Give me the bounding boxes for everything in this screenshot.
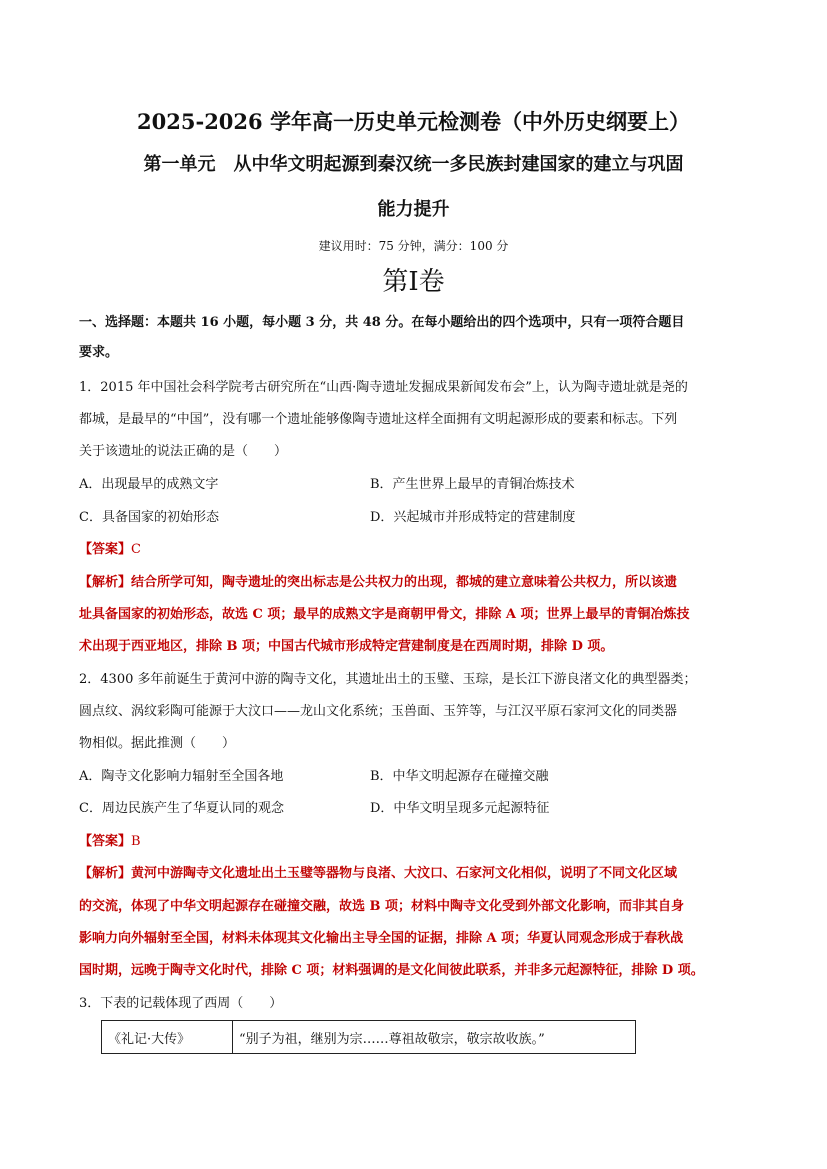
q1-option-b: B．产生世界上最早的青铜冶炼技术 bbox=[370, 477, 575, 492]
analysis-label: 【解析】 bbox=[79, 575, 132, 590]
exam-title: 2025-2026 学年高一历史单元检测卷（中外历史纲要上） bbox=[137, 109, 690, 134]
q1-stem-line: 都城，是最早的“中国”，没有哪一个遗址能够像陶寺遗址这样全面拥有文明起源形成的要素和标志。下列 bbox=[79, 412, 678, 427]
volume-title: 第I卷 bbox=[382, 267, 445, 297]
table-cell-source: 《礼记·大传》 bbox=[102, 1021, 233, 1054]
q2-stem-line: 物相似。据此推测（ ） bbox=[79, 736, 236, 751]
analysis-text: 结合所学可知，陶寺遗址的突出标志是公共权力的出现，都城的建立意味着公共权力，所以该遗 bbox=[131, 575, 678, 590]
answer-value: B bbox=[131, 834, 141, 849]
answer-value: C bbox=[131, 542, 141, 557]
q2-option-c: C．周边民族产生了华夏认同的观念 bbox=[79, 801, 284, 816]
q1-analysis-line bbox=[79, 573, 759, 593]
q2-option-a: A．陶寺文化影响力辐射至全国各地 bbox=[79, 769, 284, 784]
analysis-text: 黄河中游陶寺文化遗址出土玉璧等器物与良渚、大汶口、石家河文化相似，说明了不同文化区域 bbox=[131, 866, 678, 881]
q2-analysis-line: 的交流，体现了中华文明起源存在碰撞交融，故选 B 项；材料中陶寺文化受到外部文化影响，而非其自身 bbox=[79, 899, 685, 914]
q1-stem-line: 1．2015 年中国社会科学院考古研究所在“山西·陶寺遗址发掘成果新闻发布会”上，认为陶寺遗址就是尧的 bbox=[79, 380, 688, 395]
analysis-label: 【解析】 bbox=[79, 866, 132, 881]
q2-analysis-line bbox=[79, 864, 759, 884]
q3-table bbox=[101, 1020, 636, 1054]
q2-answer bbox=[79, 832, 759, 852]
level-title: 能力提升 bbox=[377, 199, 450, 220]
answer-label: 【答案】 bbox=[79, 542, 132, 557]
section-heading-cont: 要求。 bbox=[79, 345, 119, 360]
q1-answer bbox=[79, 540, 759, 560]
q1-analysis-line: 址具备国家的初始形态，故选 C 项；最早的成熟文字是商朝甲骨文，排除 A 项；世界上最早的青铜冶炼技 bbox=[79, 607, 690, 622]
table-cell-quote: “别子为祖，继别为宗……尊祖故敬宗，敬宗故收族。” bbox=[233, 1021, 636, 1054]
q2-analysis-line: 国时期，远晚于陶寺文化时代，排除 C 项；材料强调的是文化间彼此联系，并非多元起源特征，排除 D 项。 bbox=[79, 963, 704, 978]
answer-label: 【答案】 bbox=[79, 834, 132, 849]
table-row bbox=[102, 1021, 636, 1054]
q1-option-d: D．兴起城市并形成特定的营建制度 bbox=[370, 510, 576, 525]
time-note: 建议用时：75 分钟，满分：100 分 bbox=[318, 239, 509, 253]
q1-option-a: A．出现最早的成熟文字 bbox=[79, 477, 219, 492]
q2-option-b: B．中华文明起源存在碰撞交融 bbox=[370, 769, 549, 784]
q1-analysis-line: 术出现于西亚地区，排除 B 项；中国古代城市形成特定营建制度是在西周时期，排除 D 项。 bbox=[79, 639, 614, 654]
q2-stem-line: 圆点纹、涡纹彩陶可能源于大汶口——龙山文化系统；玉兽面、玉笄等，与江汉平原石家河文化的同类器 bbox=[79, 704, 678, 719]
q2-stem-line: 2．4300 多年前诞生于黄河中游的陶寺文化，其遗址出土的玉璧、玉琮，是长江下游良渚文化的典型器类； bbox=[79, 672, 697, 687]
q3-stem: 3．下表的记载体现了西周（ ） bbox=[79, 996, 283, 1011]
q2-option-d: D．中华文明呈现多元起源特征 bbox=[370, 801, 550, 816]
q1-option-c: C．具备国家的初始形态 bbox=[79, 510, 219, 525]
section-heading: 一、选择题：本题共 16 小题，每小题 3 分，共 48 分。在每小题给出的四个选项中，只有一项符合题目 bbox=[79, 315, 685, 330]
q1-stem-line: 关于该遗址的说法正确的是（ ） bbox=[79, 444, 288, 459]
q2-analysis-line: 影响力向外辐射至全国，材料未体现其文化输出主导全国的证据，排除 A 项；华夏认同观念形成于春秋战 bbox=[79, 931, 684, 946]
unit-title: 第一单元 从中华文明起源到秦汉统一多民族封建国家的建立与巩固 bbox=[143, 154, 684, 175]
